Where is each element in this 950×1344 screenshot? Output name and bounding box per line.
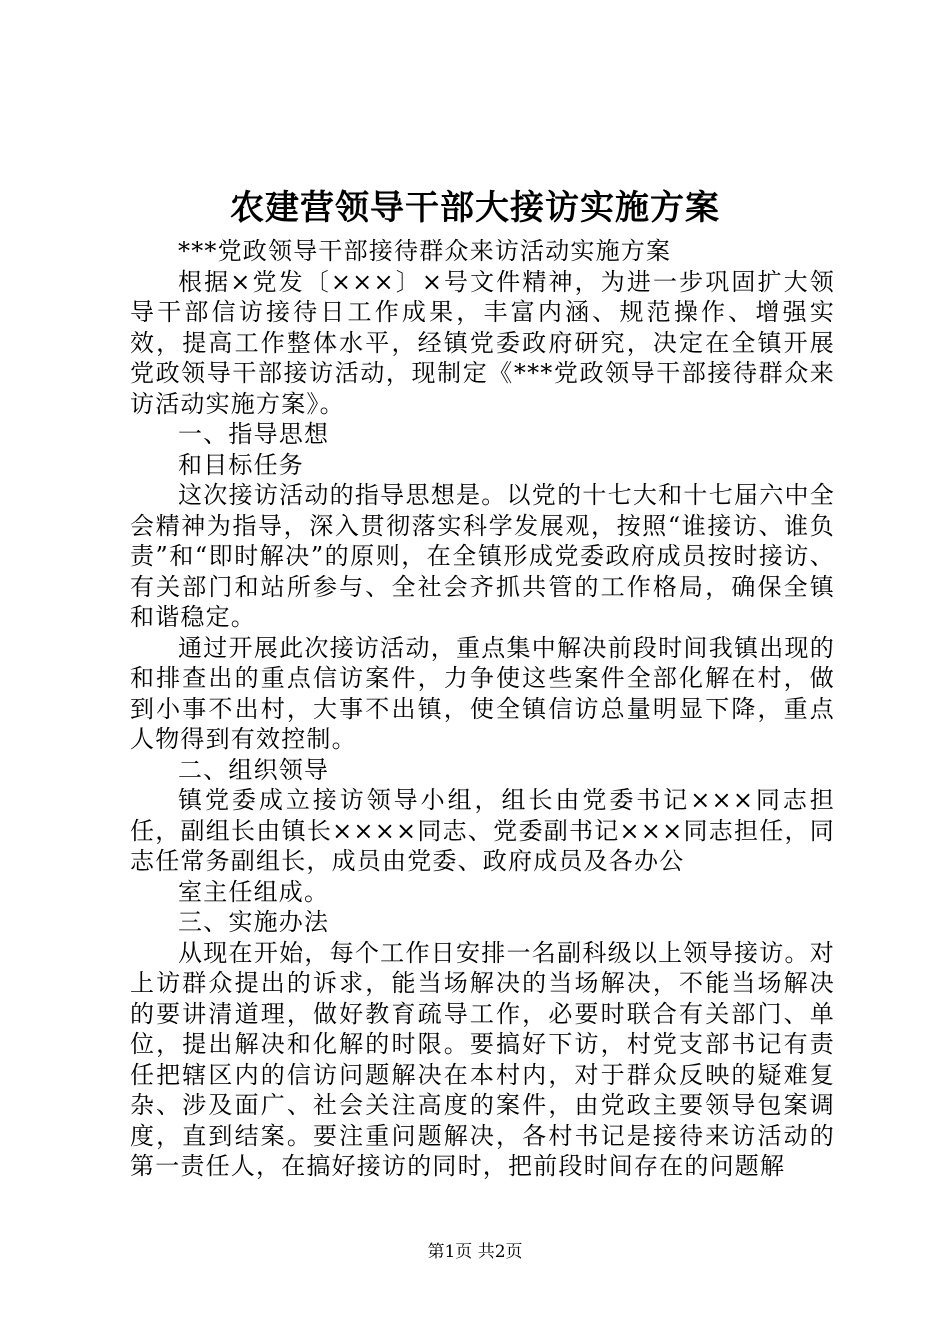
paragraph: 从现在开始，每个工作日安排一名副科级以上领导接访。对上访群众提出的诉求，能当场解决的当场解决，不能当场解决的要讲清道理，做好教育疏导工作，必要时联合有关部门、单位，提出解决和化解的时限。要搞好下访，村党支部书记有责任把辖区内的信访问题解决在本村内，对于群众反映的疑难复杂、涉及面广、社会关注高度的案件，由党政主要领导包案调度，直到结案。要注重问题解决，各村书记是接待来访活动的第一责任人，在搞好接访的同时，把前段时间存在的问题解 <box>130 938 835 1180</box>
section-heading: 一、指导思想 <box>178 420 330 448</box>
paragraph: 室主任组成。 <box>178 877 330 906</box>
document-title: 农建营领导干部大接访实施方案 <box>230 188 720 228</box>
page-footer: 第1页 共2页 <box>427 1242 523 1262</box>
paragraph: 根据×党发〔×××〕×号文件精神，为进一步巩固扩大领导干部信访接待日工作成果，丰富内涵、规范操作、增强实效，提高工作整体水平，经镇党委政府研究，决定在全镇开展党政领导干部接访活动，现制定《***党政领导干部接待群众来访活动实施方案》。 <box>130 267 835 418</box>
paragraph: ***党政领导干部接待群众来访活动实施方案 <box>178 237 672 265</box>
paragraph: 这次接访活动的指导思想是。以党的十七大和十七届六中全会精神为指导，深入贯彻落实科学发展观，按照“谁接访、谁负责”和“即时解决”的原则，在全镇形成党委政府成员按时接访、有关部门和站所参与、全社会齐抓共管的工作格局，确保全镇和谐稳定。 <box>130 481 835 631</box>
paragraph: 通过开展此次接访活动，重点集中解决前段时间我镇出现的和排查出的重点信访案件，力争使这些案件全部化解在村，做到小事不出村，大事不出镇，使全镇信访总量明显下降，重点人物得到有效控制。 <box>130 633 835 753</box>
document-body <box>130 236 835 1182</box>
paragraph: 镇党委成立接访领导小组，组长由党委书记×××同志担任，副组长由镇长××××同志、党委副书记×××同志担任，同志任常务副组长，成员由党委、政府成员及各办公 <box>130 786 835 875</box>
paragraph: 和目标任务 <box>178 450 304 479</box>
section-heading: 三、实施办法 <box>178 908 330 936</box>
section-heading: 二、组织领导 <box>178 755 330 784</box>
